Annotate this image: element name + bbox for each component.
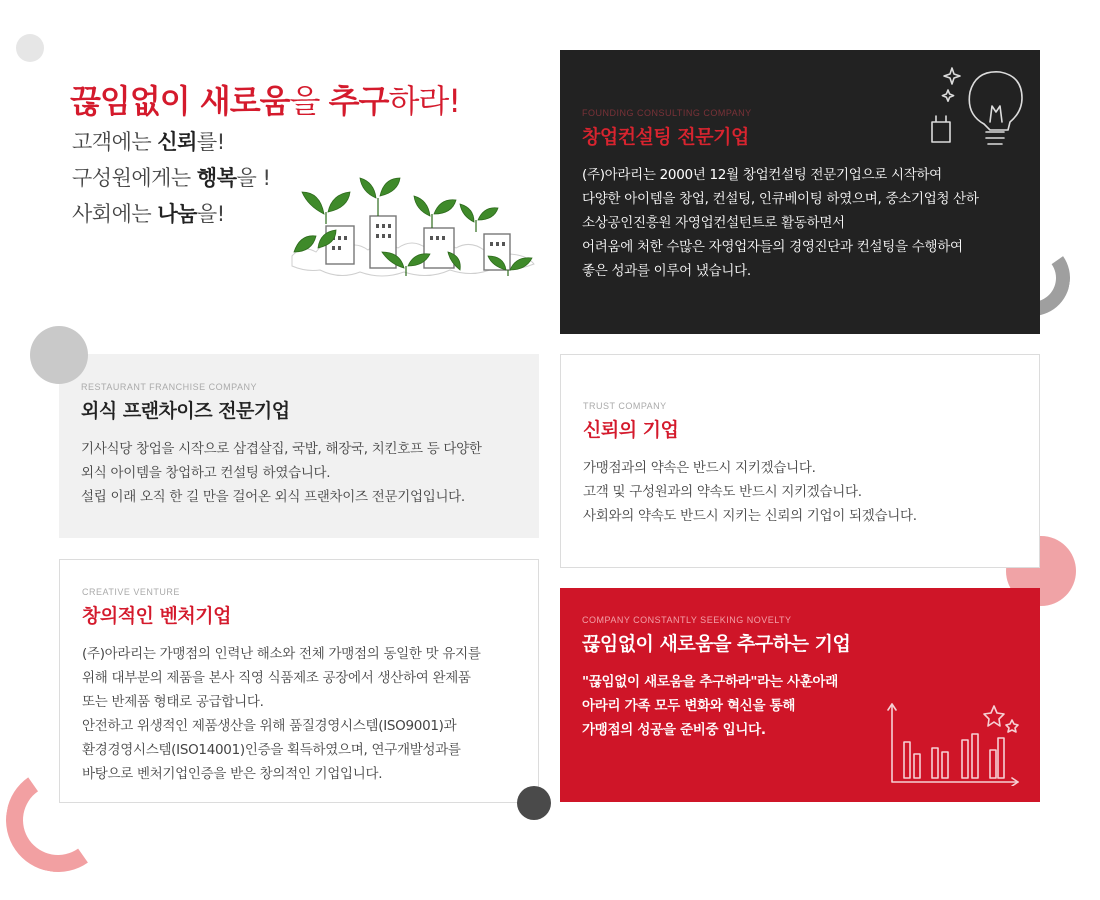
decor-circle-gray [30,326,88,384]
bar-chart-sketch-icon [884,700,1024,786]
sprout-buildings-illustration [284,176,542,310]
hero-title: 끊임없이 새로움을 추구하라! [70,82,461,120]
hero-line-sharing: 사회에는 나눔을! [72,202,225,226]
card-title: 끊임없이 새로움을 추구하는 기업 [582,633,851,655]
card-eyebrow: COMPANY CONSTANTLY SEEKING NOVELTY [582,615,792,625]
card-body: 가맹점과의 약속은 반드시 지키겠습니다. 고객 및 구성원과의 약속도 반드시 지키겠습니다. 사회와의 약속도 반드시 지키는 신뢰의 기업이 되겠습니다. [583,460,917,524]
card-title: 창업컨설팅 전문기업 [582,126,749,148]
decor-circle-light [16,34,44,62]
card-creative [59,559,539,803]
card-eyebrow: RESTAURANT FRANCHISE COMPANY [81,382,258,392]
lightbulb-sketch-icon [926,62,1026,156]
card-body: 기사식당 창업을 시작으로 삼겹살집, 국밥, 해장국, 치킨호프 등 다양한 외식 아이템을 창업하고 컨설팅 하였습니다. 설립 이래 오직 한 길 만을 걸어온 외식 프랜차이즈 전문기업입니다. [81,441,482,505]
card-franchise [59,354,539,538]
card-body: "끊임없이 새로움을 추구하라"라는 사훈아래 아라리 가족 모두 변화와 혁신을 통해 가맹점의 성공을 준비중 입니다. [582,674,839,738]
hero-line-trust: 고객에는 신뢰를! [72,130,225,154]
card-title: 신뢰의 기업 [583,419,679,441]
card-eyebrow: CREATIVE VENTURE [82,587,180,597]
card-body: (주)아라리는 2000년 12월 창업컨설팅 전문기업으로 시작하여 다양한 아이템을 창업, 컨설팅, 인큐베이팅 하였으며, 중소기업청 산하 소상공인진흥원 자영업컨설턴트로 활동하면서 어려움에 처한 수많은 자영업자들의 경영진단과 컨설팅을 수행하여 좋은 성과를 이루어 냈습니다. [582,167,979,279]
hero-line-happiness: 구성원에게는 행복을 ! [72,166,271,190]
card-trust [560,354,1040,568]
card-eyebrow: TRUST COMPANY [583,401,667,411]
card-title: 창의적인 벤처기업 [82,605,231,627]
card-body: (주)아라리는 가맹점의 인력난 해소와 전체 가맹점의 동일한 맛 유지를 위해 대부분의 제품을 본사 직영 식품제조 공장에서 생산하여 완제품 또는 반제품 형태로 공급합니다. 안전하고 위생적인 제품생산을 위해 품질경영시스템(ISO9001)과 환경경영시스템(ISO14001)인증을 획득하였으며, 연구개발성과를 바탕으로 벤처기업인증을 받은 창의적인 기업입니다. [82,646,481,782]
card-eyebrow: FOUNDING CONSULTING COMPANY [582,108,752,118]
card-title: 외식 프랜차이즈 전문기업 [81,400,290,422]
decor-circle-dark [517,786,551,820]
